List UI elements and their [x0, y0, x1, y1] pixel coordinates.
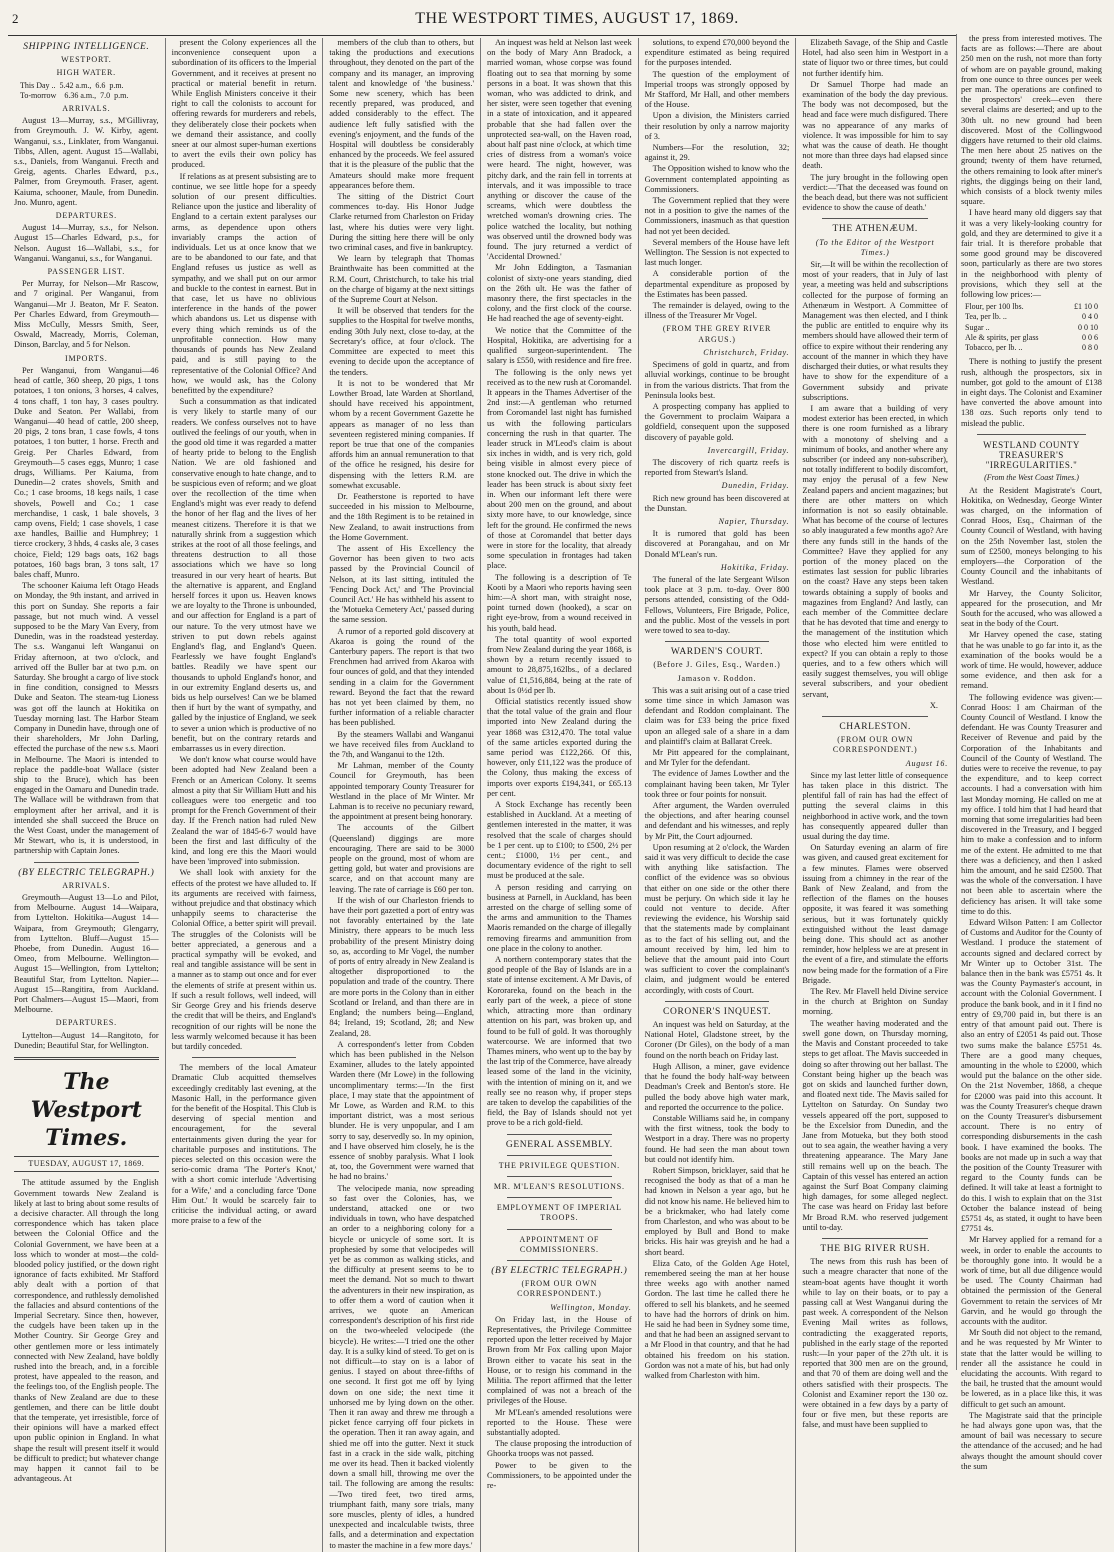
mclean-heading: MR. M'LEAN'S RESOLUTIONS. — [493, 1181, 625, 1191]
news-item: A prospecting company has applied to the Government to proclaim Waipara a goldfield, consequent upon the supposed discovery of payable gold. — [644, 401, 790, 442]
price-item: Tea, per lb. .. — [965, 312, 1007, 322]
divider — [14, 1057, 159, 1060]
news-item: Dr. Featherstone is reported to have succeeded in his mission to Melbourne, and the 18th Regiment is to be retained in New Zealand, to await instructions from the Home Government. — [329, 491, 474, 542]
letter-signature: X. — [929, 700, 938, 710]
news-item: After argument, the Warden overruled the objections, and after hearing counsel and defendant and his witnesses, and reply by Mr Pitt, the Court adjourned. — [644, 801, 790, 841]
news-item: The remainder is delayed, owing to the illness of the Treasurer Mr Vogel. — [644, 301, 790, 321]
charleston-sub: (FROM OUR OWN CORRESPONDENT.) — [832, 735, 918, 755]
news-item: The funeral of the late Sergeant Wilson took place at 3 p.m. to-day. Over 800 persons attended, consisting of the Odd-Fellows, Volunteers, Fire Brigade, Police, and the public. Most of the vessels in port were towed to sea to-day. — [644, 574, 790, 635]
tide-today: This Day .. 5.42 a.m., 6.6 p.m. — [20, 80, 124, 90]
westport-heading: WESTPORT. — [61, 55, 112, 65]
news-item: It will be observed that tenders for the supplies to the Hospital for twelve months, ending 30th July next, close to-day, at the Secretary's office, at four o'clock. The Committee are expected to meet this evening to decide upon the acceptance of the tenders. — [329, 306, 474, 377]
dateline: Napier, Thursday. — [718, 516, 790, 526]
tel-departures-heading: DEPARTURES. — [55, 1018, 117, 1028]
charleston-heading: CHARLESTON. — [839, 722, 911, 732]
news-item: The assent of His Excellency the Governor has been given to two acts passed by the Provincial Council of Nelson, at its last sitting, intituled the 'Fencing Dock Act,' and 'The Provincial Council Act.' He has withheld his assent to the 'Motueka Cemetery Act,' passed during the same session. — [329, 543, 474, 625]
price-value: 0 8 0 — [1082, 343, 1098, 353]
news-item: If the wish of our Charleston friends to have their port gazetted a port of entry was not favorably entertained by the late Ministry, there appears to be much less probability of the present Ministry doing so, as, according to Mr Vogel, the number of ports of entry already in New Zealand is altogether disproportioned to the population and trade of the country. There are more ports in the Colony than in either Scotland or Ireland, and than there are in England; the numbers being—England, 84; Ireland, 19; Scotland, 28; and New Zealand, 28. — [329, 895, 474, 1038]
news-item: It is rumored that gold has been discovered at Porangahau, and on Mr Donald M'Lean's run. — [644, 529, 790, 559]
news-item: The evidence of James Lowther and the complainant having been taken, Mr Tyler took three or four points for nonsuit. — [644, 769, 790, 799]
news-item: At the Resident Magistrate's Court, Hokitika, on Wednesday, George Winter was charged, on the information of Conrad Hoos, Esq., Chairman of the County Council of Westland, with having on the 25th November last, stolen the sum of £2500, moneys belonging to his employers—the Corporation of the County Council and the inhabitants of Westland. — [961, 485, 1102, 587]
price-item: Sugar .. — [965, 322, 990, 332]
divider — [822, 218, 928, 219]
passenger-heading: PASSENGER LIST. — [47, 267, 125, 277]
imports-heading: IMPORTS. — [65, 353, 108, 363]
news-item: An inquest was held on Saturday, at the National Hotel, Gladstone street, by the Coroner (Dr Giles), on the body of a man found on the north beach on Friday last. — [644, 1020, 790, 1060]
arrivals-text: August 13—Murray, s.s., M'Gillivray, from Greymouth. J. W. Kirby, agent. Wanganui, s.s., Linklater, from Wanganui. Tibbs, Allen, agent. August 15—Wallabi, s.s., Daniels, from Wanganui. Frecth and Greig, agents. Charles Edward, p.s., Palmer, from Greymouth. Fraser, agent. Kaiuma, schooner, Maule, from Dunedin. Jno. Munro, agent. — [14, 116, 159, 207]
wardens-court-heading: WARDEN'S COURT. — [670, 647, 764, 658]
dateline: August 16. — [905, 758, 948, 768]
news-item: Specimens of gold in quartz, and from alluvial workings, continue to be brought in from the various districts. That from the Peninsula looks best. — [644, 360, 790, 400]
news-item: A considerable portion of the departmental expenditure as proposed by the Estimates has been passed. — [644, 269, 790, 299]
news-item: We notice that the Committee of the Hospital, Hokitika, are advertising for a qualified surgeon-superintendent. The salary is £550, with residence and fire free. — [487, 325, 632, 366]
news-item: The jury brought in the following open verdict:—'That the deceased was found on the beach dead, but there was not sufficient evidence to show the cause of death.' — [802, 172, 948, 213]
divider — [507, 1260, 612, 1261]
news-item: members of the club than to others, but taking the productions and executions throughout, they denoted on the part of the company and its manager, an improving talent and knowledge of 'the business.' Some new scenery, which has been recently prepared, was produced, and added considerably to the effect. The audience left fully satisfied with the evening's enjoyment, and the funds of the Hospital will doubtless be considerably enhanced by the proceeds. We feel assured that it is the pleasure of the public that the Amateurs should make more frequent appearances before them. — [329, 38, 474, 190]
telegraph-heading: (BY ELECTRIC TELEGRAPH.) — [18, 867, 155, 878]
price-item: Ale & spirits, per glass — [965, 332, 1039, 342]
column-1 — [8, 38, 166, 1552]
news-item: Edward Wilson Patten: I am Collector of Customs and Auditor for the County of Westland. I produce the statement of accounts signed and declared correct by Mr Winter up to October 31st. The balance then in the bank was £5751 4s. It was the County Paymaster's account, in account with the Colonial Government. I produce the bank book, and in it I find no entry of £9,700 paid in, but there is an entry of that amount paid out. There is also an entry of £2051 4s paid out. Those two sums make the balance £5751 4s. There are a good many cheques, amounting in the whole to £2000, which would put the balance on the other side. On the 21st November, 1868, a cheque for £2000 was paid into this account. It was the County Treasurer's cheque drawn on the County Treasurer's disbursement account. There is no entry of corresponding disbursements in the cash book. I have examined the books. The books are not made up in such a way that the position of the County Treasurer with regard to the County funds can be defined. It will take at least a fortnight to do this. I wish to explain that on the 31st October the balance instead of being £5751 4s, as stated, it ought to have been £7751 4s. — [961, 918, 1102, 1234]
arrivals-heading: ARRIVALS. — [62, 104, 111, 114]
divider — [192, 1057, 297, 1058]
price-row — [961, 312, 1102, 322]
news-item: Eliza Cato, of the Golden Age Hotel, remembered seeing the man at her house three weeks ago with another named Gordon. The last time he called there he offered to sell his blankets, and he seemed to have had the horrors of drink on him. He said he had been in Sydney some time, and that he had been an assigned servant to a Mr Flood in that country, and that he had obtained his freedom on his station. Gordon was not a mate of his, but had only walked from Charleston with him. — [644, 1258, 790, 1380]
grey-river-heading: (FROM THE GREY RIVER ARGUS.) — [662, 324, 772, 344]
athenaeum-heading: THE ATHENÆUM. — [832, 224, 918, 235]
column-6 — [796, 38, 954, 1552]
imports-text: Per Wanganui, from Wanganui—46 head of cattle, 360 sheep, 20 pigs, 1 tons potatoes, 1 ton onions, 3 horses, 4 calves, 4 tons chaff, 1 ton hay, 3 cases poultry. Duke and Seaton. Per Wallabi, from Wanganui—40 head of cattle, 200 sheep, 20 pigs, 2 tons bran, 1 case fowls, 4 tons potatoes, 1 ton butter, 1 horse. Frecth and Greig. Per Charles Edward, from Greymouth—5 cases eggs, Munro; 1 case drugs, Williams. Per Kaiuma, from Dunedin—2 crates shovels, Smith and Co.; 1 case brooms, 18 kegs nails, 1 case shovels, Powell and Co.; 1 case merchandise, 1 cask, 1 bale shovels, 3 camp ovens, Field; 1 case shovels, 1 case axe handles, Baillie and Humphrey; 1 tierce crockery, 3 hhds, 4 casks ale, 3 cases choice, Field; 129 bags oats, 162 bags potatoes, 160 bags bran, 3 tons salt, 17 bales chaff, Munro. — [14, 365, 159, 579]
news-item: A northern contemporary states that the good people of the Bay of Islands are in a state of intense excitement. A Mr Davis, of Kororareka, found on the beach in the early part of the week, a piece of stone which, attracting more than ordinary attention on his part, was broken up, and found to be full of gold. It was thoroughly watercourse. We are informed that two Thames miners, who went up to the bay by the last trip of the Commerce, have already leased some of the land in the vicinity, with the intention of mining on it, and we really see no reason why, if proper steps are taken to develop the capabilities of the field, the Bay of Islands should not yet prove to be a rich gold-field. — [487, 955, 632, 1128]
divider — [665, 1001, 770, 1002]
news-item: Dr Samuel Thorpe had made an examination of the body the day previous. The body was not decomposed, but the head and face were much disfigured. There was no appearance of any marks of violence. It was impossible for him to say what was the cause of death. He thought not more than three days had elapsed since death. — [802, 79, 948, 171]
dateline: Wellington, Monday. — [550, 1302, 632, 1312]
news-item: Mr M'Lean's amended resolutions were reported to the House. These were substantially adopted. — [487, 1407, 632, 1437]
price-row — [961, 333, 1102, 343]
price-item: Flour, per 100 lbs. — [965, 302, 1024, 312]
news-item: It is not to be wondered that Mr Lowther Broad, late Warden at Shortland, should have received his appointment, whom by a recent Government Gazette he appears as manager of no less than seventeen registered mining companies. If report be true that one of the companies affords him an annual remuneration to that of the office he resigned, his desire for dispensing with the letters R.M. are somewhat excusable. — [329, 378, 474, 490]
page-number: 2 — [12, 11, 19, 26]
news-item: I have heard many old diggers say that it was a very likely-looking country for gold, and they are determined to give it a fair trial. It is therefore probable that some good ground may be discovered soon, particularly as there are two stores in the neighborhood with plenty of provisions, which they sell at the following low prices:— — [961, 208, 1102, 300]
news-item: The accounts of the Gilbert (Queensland) diggings are more encouraging. There are said to be 3000 people on the ground, most of whom are getting gold, but water and provisions are scarce, and on that account many are leaving. The rate of carriage is £60 per ton. — [329, 823, 474, 894]
tel-arrivals-text: Greymouth—August 13—Lo and Pilot, from Melbourne. August 14—Waipara, from Lyttelton. Hokitika—August 14—Waipara, from Greymouth; Glengarry, from Lyttelton. Bluff—August 15—Phoebe, from Dunedin. August 16—Omeo, from Melbourne. Wellington—August 15—Wellington, from Lyttelton; Beautiful Star, from Lyttelton. Napier—August 15—Rangitira, from Auckland. Port Chalmers—August 15—Maori, from Melbourne. — [14, 893, 159, 1015]
news-item: The Rev. Mr Flavell held Divine service in the church at Brighton on Sunday morning. — [802, 987, 948, 1017]
news-item: Mr Lahman, member of the County Council for Greymouth, has been appointed temporary County Treasurer for Westland in the place of Mr Winter. Mr Lahman is to receive no pecuniary reward, the appointment at present being honorary. — [329, 761, 474, 822]
news-item: Mr Harvey, the County Solicitor, appeared for the prosecution, and Mr South for the accused, who was allowed a seat in the body of the Court. — [961, 588, 1102, 629]
news-item: Mr John Eddington, a Tasmanian colonist of sixty-one years standing, died on the 26th ult. He was the father of masonry there, the first spectacles in the colony, and the first clock of the course. He had reached the age of seventy-eight. — [487, 263, 632, 324]
letter-paragraph: I am aware that a building of very modest exterior has been erected, in which there is one room furnished as a library with a monotony of shelving and a minimum of books, and another where any subscriber (or indeed any non-subscriber), not totally indifferent to bodily discomfort, may enjoy the perusal of a few New Zealand papers and ancient magazines; but there are other matters on which information is not so easily obtainable. What has become of the course of lectures so ably inaugurated a few months ago? Are there any funds still in the hands of the Committee? Have they applied for any portion of the money placed on the estimates last session for public libraries on the coast? Have any steps been taken towards obtaining a supply of books and magazines from England? And lastly, can each member of the Committee declare that he has devoted that time and energy to the management of the institution which those who elected him were entitled to expect? If you can obtain a reply to those queries, and to a few others which will easily suggest themselves, you will oblige several subscribers, and your obedient servant, — [802, 403, 948, 699]
news-item: The sitting of the District Court commences to-day. His Honor Judge Clarke returned from Charleston on Friday last, where his duties were very light. During the sitting here there will be only two criminal cases, and five in bankruptcy. — [329, 192, 474, 253]
news-item: There is nothing to justify the present rush, although the prospectors, six in number, got gold to the amount of £138 in eight days. The Colonist and Examiner have converted the above amount into 138 ozs. Such reports only tend to mislead the public. — [961, 357, 1102, 428]
westland-heading: WESTLAND COUNTY TREASURER'S "IRREGULARITIES." — [983, 439, 1080, 471]
price-item: Tobacco, per lb. .. — [965, 343, 1023, 353]
price-value: £1 10 0 — [1074, 302, 1098, 312]
column-4 — [481, 38, 639, 1552]
divider — [665, 641, 770, 642]
news-item: The following is a description of Te Kooti by a Maori who reports having seen him:—A short man, with straight nose, point turned down (hooked), a scar on right eye-brow, from a wound received in his youth, bald head. — [487, 572, 632, 633]
news-item: Upon resuming at 2 o'clock, the Warden said it was very difficult to decide the case with anything like satisfaction. The conflict of the evidence was so obvious that either on one side or the other there must be perjury. On which side it lay he could not venture to decide. After reviewing the evidence, his Worship said that the statements made by complainant as to the fact of his selling out, and the amount received by him, led him to believe that the amount paid into Court was sufficient to cover the complainant's claim, and judgment would be entered accordingly, with costs of Court. — [644, 842, 790, 995]
price-value: 0 4 0 — [1082, 312, 1098, 322]
case-title: Jamason v. Roddon. — [677, 673, 757, 683]
news-item: Power to be given to the Commissioners, to be appointed under the re- — [487, 1460, 632, 1491]
leader-article: The attitude assumed by the English Government towards New Zealand is likely at last to bring about some results of a decisive character. All through the long correspondence which has taken place between the Colonial Office and the Colonial Government, we have been at a loss which to wonder at most—the cold-blooded policy justified, or the down right ignorance of facts exhibited. Mr Stafford ably dealt with a portion of that correspondence, and ruthlessly demolished the fallacies and absurd contentions of the Imperial Secretary. Since then, however, the cudgels have been taken up in the Mother Country. Sir George Grey and other gentlemen more or less intimately connected with New Zealand, have boldly rushed into the breach, and, in a forcible protest, have appealed to the reason, and the feelings too, of the English people. The thanks of New Zealand are due to these gentlemen, and there can be little doubt that the temperate, yet irresistible, force of their opinions will have a marked effect upon public opinion in England. In what shape the result will present itself it would be difficult to predict; but whatever change may happen it cannot fail to be advantageous. At — [14, 1178, 159, 1484]
price-row — [961, 302, 1102, 312]
news-item: The Opposition wished to know who the Government contemplated appointing as Commissioners. — [644, 164, 790, 194]
news-item: We learn by telegraph that Thomas Brainthwaite has been committed at the R.M. Court, Christchurch, to take his trial on the charge of bigamy at the next sittings of the Supreme Court at Nelson. — [329, 254, 474, 305]
shipping-news: The schooner Kaiuma left Otago Heads on Monday, the 9th instant, and arrived in this port on Sunday. She reports a fair passage, but not much wind. A vessel supposed to be the Mary Van Every, from Dunedin, was in the roadstead yesterday. The s.s. Wanganui left Wanganui on Friday afternoon, at two o'clock, and arrived off the Buller bar at two p.m. on Saturday. She brought a cargo of live stock in fine condition, consigned to Messrs Duke and Seaton. The steam-tug Lioness was got off the launch at Hokitika on Tuesday morning last. The Harbor Steam Company in Dunedin have, through one of their shareholders, Mr John Darling, effected the purchase of the new s.s. Maori in Melbourne. The Maori is intended to replace the paddle-boat Wallace (sister ship to the Bruce), which has been engaged in the Oamaru and Dunedin trade. The Wallace will be withdrawn from that employment after her arrival, and it is intended she shall succeed the Bruce on the West Coast, under the management of Mr Stewart, who is, it is understood, in partnership with Captain Jones. — [14, 581, 159, 856]
dateline: Christchurch, Friday. — [703, 347, 790, 357]
big-river-rush-heading: THE BIG RIVER RUSH. — [820, 1243, 930, 1254]
news-item: The Magistrate said that the principle he had always gone upon was, that the amount of bail was necessary to secure the attendance of the accused; and he had always thought the amount should cover the sum — [961, 1410, 1102, 1471]
news-item: This was a suit arising out of a case tried some time since in which Jamason was defendant and Roddon complainant. The claim was for £33 being the price fixed upon an alleged sale of a share in a dam and plaintiff's claim at Ballarat Creek. — [644, 685, 790, 746]
news-item: A correspondent's letter from Cobden which has been published in the Nelson Examiner, alludes to the lately appointed Warden there (Mr Lowe) in the following uncomplimentary terms:—'In the first place, I may state that the appointment of Mr Lowe, as Warden and R.M. to this important district, was a most serious blunder. He is very unpopular, and I am sorry to say, deservedly so. In my opinion, and I have observed him closely, he is the essence of snobby paralysis. What I look at, too, the Government were warned that he had no brains.' — [329, 1039, 474, 1182]
article-paragraph: If relations as at present subsisting are to continue, we see little hope for a speedy solution of our present difficulties. Reliance upon the justice and liberality of England to a certain extent paralyses our arms, as dependence upon others invariably cramps the action of individuals. Let us at once know that we are to be abandoned to our fate, and that England refuses us justice as well as sympathy, and we shall put on our armor and buckle to the contest in earnest. But in that case, let us have no oblivious interference in the hands of the power which abandons us. Let us dispense with every thing which reminds us of the unprofitable connection. How many thousands of pounds has New Zealand paid, and is still paying to the representative of the Colonial Office? And how, we would ask, has the Colony benefitted by the expenditure? — [171, 171, 317, 395]
news-item: An inquest was held at Nelson last week on the body of Mary Ann Bradock, a married woman, whose corpse was found floating out to sea that morning by some persons in a boat. It was shown that this woman, who was addicted to drink, and her sister, were seen together that evening in a state of intoxication, and it appeared probable that she had fallen over the unprotected sea-wall, on the Haven road, about half past nine o'clock, at which time cries of distress from a woman's voice were heard. The night, however, was pitchy dark, and the rain fell in torrents at intervals, and it was impossible to trace anything or discover the cause of the screams, which were doubtless the wretched woman's drowning cries. The police watched the locality, but nothing was observed until the drowned body was found. The jury returned a verdict of 'Accidental Drowned.' — [487, 38, 632, 262]
letter-paragraph: Sir,—It will be within the recollection of most of your readers, that in July of last year, a meeting was held and subscriptions collected for the purpose of forming an Athenæum in Westport. A Committee of Management was then elected, and I think the public are entitled to enquire why its members should have allowed their term of office to expire without their rendering any account of the manner in which they have discharged their duties, or what results they have to show for the expenditure of a Government subsidy and private subscriptions. — [802, 260, 949, 402]
appointment-heading: APPOINTMENT OF COMMISSIONERS. — [519, 1234, 600, 1254]
high-water-heading: HIGH WATER. — [56, 68, 116, 78]
employment-heading: EMPLOYMENT OF IMPERIAL TROOPS. — [496, 1203, 622, 1223]
news-item: The question of the employment of Imperial troops was strongly opposed by Mr Stafford, Mr Hall, and other members of the House. — [644, 69, 790, 110]
news-item: The Government replied that they were not in a position to give the names of the Commissioners, inasmuch as that question had not yet been decided. — [644, 196, 790, 236]
tel-arrivals-heading: ARRIVALS. — [62, 880, 111, 890]
news-item: The discovery of rich quartz reefs is reported from Stewart's Island. — [644, 457, 790, 478]
tide-table — [14, 81, 159, 101]
news-item: Upon a division, the Ministers carried their resolution by only a narrow majority of 3. — [644, 111, 790, 141]
divider — [977, 434, 1086, 435]
news-item: A rumor of a reported gold discovery at Akaroa is going the round of the Canterbury papers. The report is that two Frenchmen had arrived from Akaroa with four ounces of gold, and that they intended sending in a claim for the Government reward. Beyond the fact that the reward has not yet been claimed by them, no further information of a reliable character has been published. — [329, 626, 474, 728]
news-item: Mr Pitt appeared for the complainant, and Mr Tyler for the defendant. — [644, 748, 790, 768]
news-item: A person residing and carrying on business at Parnell, in Auckland, has been arrested on the charge of selling some of the arms and ammunition to the Thames Maoris remanded on the charge of illegally removing firearms and ammunition from one place in the colony to another. — [487, 882, 632, 953]
article-paragraph: We shall look with anxiety for the effects of the protest we have alluded to. If its arguments are received with fairness, without prejudice and that obstinacy which unhappily seems to characterise the Colonial Office, a better spirit will prevail. The struggles of the Colonists will be better appreciated, a generous and a practical sympathy will be evoked, and real and tangible assistance will be sent in a manner as to stamp out once and for ever the elements of strife at present within us. If such a result follows, well indeed, will Sir George Grey and his friends deserve the credit that will be theirs, and England's recognition of our rights will be none the less warmly welcomed because it has been but tardily conceded. — [171, 868, 317, 1051]
telegraph-heading: (BY ELECTRIC TELEGRAPH.) — [491, 1265, 628, 1276]
privilege-heading: THE PRIVILEGE QUESTION. — [498, 1160, 620, 1170]
dateline: Invercargill, Friday. — [707, 445, 790, 455]
price-table — [961, 302, 1102, 353]
news-item: On Saturday evening an alarm of fire was given, and caused great excitement for a few minutes. Flames were observed issuing from a chimney in the rear of the Bank of New Zealand, and from the reflection of the flames on the houses opposite, it was feared it was something serious, but it was fortunately quickly extinguished without the least damage being done. This should act as another reminder, how helpless we are at present in the event of a fire, and stimulate the efforts now being made for the formation of a Fire Brigade. — [802, 843, 948, 985]
divider — [507, 1134, 612, 1135]
news-item: The following is the only news yet received as to the new rush at Coromandel. It appears in the Thames Advertiser of the 2nd inst:—A gentleman who returned from Coromandel last night has furnished us with the following particulars concerning the rush in that quarter. The leader struck in M'Leod's claim is about six inches in width, and is very rich, gold being visible in almost every piece of stone knocked out. The drive in which the leader has been struck is about sixty feet in. When our informant left there were about 200 men on the ground, and about sixty more have, to our knowledge, since left for the ground. He confirmed the news of those at Coromandel that better days were in store for the locality, that already some speculation in frontages had taken place. — [487, 367, 632, 571]
news-item: Elizabeth Savage, of the Ship and Castle Hotel, had also seen him in Westport in a state of liquor two or three times, but could not further identify him. — [802, 38, 948, 78]
divider — [507, 1229, 612, 1230]
paper-title: The Westport Times. — [30, 1069, 142, 1152]
price-row — [961, 323, 1102, 333]
westland-sub: (From the West Coast Times.) — [984, 473, 1079, 483]
dateline: Dunedin, Friday. — [721, 481, 790, 491]
news-item: On Friday last, in the House of Representatives, the Privilege Committee reported upon the letter received by Major Brown from Mr Fox calling upon Major Brown either to vacate his seat in the House, or to resign his command in the Militia. The report affirmed that the letter complained of was not a breach of the privileges of the House. — [487, 1314, 632, 1406]
news-item: The weather having moderated and the swell gone down, on Thursday morning, the Mavis and Constant proceeded to take steps to get afloat. The Mavis succeeded in doing so after throwing out her ballast. The Constant being higher up the beach was got on skids and launched further down, and floated next tide. The Mavis sailed for Lyttelton on Saturday. On Sunday two vessels appeared off the port, supposed to be the Excelsior from Dunedin, and the Jane from Motueka, but they both stood out to sea again, the weather having a very threatening appearance. The Mary Jane still remains well up on the beach. The Captain of this vessel has entered an action against the Surf Boat Company claiming high damages, for some alleged neglect. The case was heard on Friday last before Mr Broad R.M. who reserved judgement until to-day. — [802, 1018, 948, 1232]
news-item: A Stock Exchange has recently been established in Auckland. At a meeting of gentlemen interested in the matter, it was resolved that the scale of charges should be 1 per cent. up to £100; to £500, 2½ per cent.; £1000, 1½ per cent., and documentary evidence of the right to sell must be produced at the sale. — [487, 800, 632, 881]
news-item: the press from interested motives. The facts are as follows:—There are about 250 men on the rush, not more than forty of whom are on payable ground, making from one ounce to three ounces per week per man. The operations are confined to the prospectors' creek—even there several claims are deserted; and up to the 30th ult. no new ground had been discovered. Most of the Collingwood diggers have returned to their old claims. The men here about 25 natives on the ground; twenty of them have returned, the others remaining to look after miner's rights, the diggings being on their land, which consists of a block twenty miles square. — [961, 34, 1102, 207]
issue-dateline: TUESDAY, AUGUST 17, 1869. — [14, 1156, 159, 1172]
column-3 — [323, 38, 481, 1552]
news-item: solutions, to expend £70,000 beyond the expenditure estimated as being required for the purposes intended. — [644, 38, 790, 68]
news-item: The news from this rush has been of such a meagre character that none of the steam-boat agents have thought it worth while to lay on their boats, or to pay a passing call at West Wanganui during the past week. A correspondent of the Nelson Evening Mail writes as follows, contradicting the exaggerated reports, published in the early stage of the reported rush:—In your paper of the 27th ult. it is reported that 300 men are on the ground, and that 70 of them are doing well and the others satisfied with their prospects. The Colonist and Examiner report the 130 oz. were obtained in a few days by a party of four or five men, but these reports are false, and must have been supplied to — [802, 1257, 948, 1430]
article-paragraph: Such a consummation as that indicated is very likely to startle many of our readers. We confess ourselves not to have outlived the feelings of our youth, when in the good old time it was regarded a matter of hearty pride to belong to the English Nation. We are old fashioned and conservative enough to hate change, and to be suspicious even of reform; and we gloat over the recollection of the time when England's might was ever ready to defend the honor of her flag and the lives of her meanest citizens. Therefore it is that we naturally shrink from a suggestion which strikes at the root of all those feelings, and threatens destruction to all those associations which we have so long treasured in our very heart of hearts. But the alternative is apparent, and England herself forces it upon us. Heaven knows we are loyalty to the Throne is unbounded, and our affection for England is a part of our nature. To the very utmost have we striven to put down rebels against England's flag, and England's Queen. Fearlessly we have fought England's battles. Readily we have spent our thousands to uphold England's honor, and in our extremity England deserts us, and bids us help ourselves! Can we be blamed then if hurt by the want of sympathy, and galled by the injustice of England, we seek to sever a union which is productive of no benefit, but on the contrary retards and embarrasses us in every direction. — [171, 397, 317, 754]
passenger-text: Per Murray, for Nelson—Mr Rascow, and 7 original. Per Wanganui, from Wanganui—Mr J. Beaton, Mr F. Seaton. Per Charles Edward, from Greymouth—Miss McCully, Messrs Smith, Seer, Oswald, Macready, Morris, Coleman, Dinson, Barclay, and 5 for Nelson. — [14, 279, 159, 350]
divider — [507, 1155, 612, 1156]
shipping-heading: SHIPPING INTELLIGENCE. — [23, 42, 150, 52]
departures-text: August 14—Murray, s.s., for Nelson. August 15—Charles Edward, p.s., for Nelson. August 16—Wallabi, s.s., for Wanganui. Wanganui, s.s., for Wanganui. — [14, 223, 159, 263]
column-7 — [956, 34, 1106, 1471]
news-item: Numbers—For the resolution, 32; against it, 29. — [644, 143, 790, 163]
news-item: Several members of the House have left Wellington. The Session is not expected to last much longer. — [644, 237, 790, 268]
news-item: Official statistics recently issued show that the total value of the grain and flour imported into New Zealand during the year 1868 was £312,470. The total value of the same articles exported during the same period was £122,266. Of this, however, only £11,122 was the produce of the Colony, thus making the excess of imports over exports £194,341, or £65.13 per cent. — [487, 697, 632, 798]
news-item: Constable Williams said he, in company with the first witness, took the body to Westport in a dray. There was no property found. He had seen the man about town but could not identify him. — [644, 1113, 790, 1164]
news-item: The following evidence was given:—Conrad Hoos: I am Chairman of the County Council of Westland. I know the defendant. He was County Treasurer and Receiver of Revenue and paid by the Corporation of the Inhabitants and Council of the County of Westland. The duties were to receive the revenue, to pay the expenditure, and to keep correct accounts. I had a conversation with him last Monday morning. He called on me at my office. I told him that I had heard that morning that some irregularities had been discovered in the Treasury, and I begged him to make a confession and to inform me of the extent. He admitted to me that there was a deficiency, and then I asked him the amount, and he said £2500. That was the whole of the conversation. I have not been able to ascertain where the deficiency has arisen. It will take some time to do this. — [961, 692, 1102, 916]
departures-heading: DEPARTURES. — [55, 211, 117, 221]
news-item: Rich new ground has been discovered at the Dunstan. — [644, 493, 790, 513]
divider — [507, 1197, 612, 1198]
dateline: Hokitika, Friday. — [720, 562, 790, 572]
news-item: Mr Harvey opened the case, stating that he was unable to go far into it, as the examination of the books would be a work of time. He would, however, adduce some evidence, and then ask for a remand. — [961, 630, 1102, 691]
wardens-court-sub: (Before J. Giles, Esq., Warden.) — [653, 660, 781, 670]
columns — [8, 38, 954, 1550]
divider — [34, 862, 139, 863]
news-item: The velocipede mania, now spreading so fast over the Colonies, has, we understand, attacked one or two individuals in town, who have despatched an order to a neighboring colony for a bicycle or unicycle of some sort. It is prophesied by some that velocipedes will yet be as common as walking sticks, and the difficulty at present seems to be to meet the demand. Not so much to thwart the adventurers in their new inspiration, as to offer them a word of caution when it arrives, we quote an American correspondent's description of his first ride on the two-wheeled velocipede (the bicycle). He writes:—'I tried one the other day. It is a sulky kind of steed. To get on is not difficult—to stay on is a labor of genius. I stayed on about three-fifths of one second. It first got me off by lying down on one side; the next time it unhorsed me by lying down on the other. Then it ran away and threw me through a picket fence carrying off four pickets in the operation. Then it ran away again, and shied me off into the gutter. Next it stuck fast in a crack in the side walk, pitching me over its head. Then it backed violently down a small hill, throwing me over the tail. The following are among the results:—Two tired feet, two tired arms, triumphant faith, many sore trials, many sore muscles, plenty of idles, a hundred unexpected and incalculable twists, three falls, and a determination and expectation to master the machine in a few more days.' — [329, 1183, 474, 1550]
news-item: The clause proposing the introduction of Ghoorka troops was not passed. — [487, 1439, 632, 1459]
news-item: The total quantity of wool exported from New Zealand during the year 1868, is shown by a return recently issued to amount to 28,875,162lbs., of a declared value of £1,516,884, being at the rate of about 1s 0½d per lb. — [487, 634, 632, 695]
column-5 — [639, 38, 797, 1552]
news-item: Hugh Allison, a miner, gave evidence that he found the body half-way between Deadman's Creek and Benton's store. He pulled the body above high water mark, and reported the occurrence to the police. — [644, 1061, 790, 1112]
price-value: 0 0 6 — [1082, 332, 1098, 342]
divider — [822, 716, 928, 717]
tel-departures-text: Lyttelton—August 14—Rangitoto, for Dunedin; Beautiful Star, for Wellington. — [14, 1030, 159, 1050]
divider — [822, 1238, 928, 1239]
news-item: By the steamers Wallabi and Wanganui we have received files from Auckland to the 7th, and Wanganui to the 12th. — [329, 729, 474, 760]
news-item: Mr Harvey applied for a remand for a week, in order to enable the accounts to be thoroughly gone into. It would be a work of time, but all due diligence would be used. The County Chairman had obtained the permission of the General Government to retain the services of Mr Garvin, and he would go through the accounts with the auditor. — [961, 1235, 1102, 1326]
general-assembly-heading: GENERAL ASSEMBLY. — [505, 1139, 613, 1150]
news-item: Robert Simpson, bricklayer, said that he recognised the body as that of a man he had known in Nelson a year ago, but he did not know his name. He believed him to be a brickmaker, who had lately come from Charleston, and who was about to be employed by Bull and Bond to make bricks. His hair was greyish and he had a short beard. — [644, 1165, 790, 1257]
price-value: 0 0 10 — [1078, 322, 1098, 332]
article-paragraph: present the Colony experiences all the inconvenience consequent upon a subordination of its officers to the Imperial Government, and it receives at present no practical or material benefit in return. While English Ministers conceive it their right to call the colonists to account for offering rewards for murderers and rebels, they deliberately close their pockets when we demand their assistance, and coolly sneer at our almost super-human exertions to avert the evils their own policy has produced. — [171, 38, 317, 170]
tide-tomorrow: To-morrow 6.36 a.m., 7.0 p.m. — [20, 90, 129, 100]
to-editor: (To the Editor of the Westport Times.) — [815, 237, 935, 257]
column-2 — [166, 38, 324, 1552]
masthead — [8, 6, 1106, 36]
article-paragraph: We don't know what course would have been adopted had New Zealand been a French or an American Colony. It seems almost a pity that Sir William Hutt and his colleagues were too energetic and too prompt for the French Government of their day. If the French nation had ruled New Zealand the war of 1845-6-7 would have been the first and last difficulty of the kind, and long ere this the Maori would have been 'improved' into submission. — [171, 755, 317, 867]
price-row — [961, 343, 1102, 353]
news-item: Mr South did not object to the remand, and he was requested by Mr Winter to state that the latter would be willing to render all the assistance he could in elucidating the accounts. With regard to the bail, he trusted that the amount would be lowered, as in a place like this, it was difficult to get such an amount. — [961, 1328, 1102, 1409]
news-item: Since my last letter little of consequence has taken place in this district. The plentiful fall of rain has had the effect of putting the several claims in this neighborhood in active work, and the town has consequently appeared duller than usual during the day time. — [802, 770, 948, 842]
coroner-heading: CORONER'S INQUEST. — [663, 1006, 771, 1017]
masthead-title: THE WESTPORT TIMES, AUGUST 17, 1869. — [415, 10, 739, 27]
article-paragraph: The members of the local Amateur Dramatic Club acquitted themselves exceedingly creditably last evening, at the Masonic Hall, in the performance given for the benefit of the Hospital. This Club is deserving of special mention and encouragement, for the several entertainments given during the year for charitable purposes and institutions. The pieces selected on this occasion were the serio-comic drama 'The Porter's Knot,' with a short comic interlude 'Advertising for a Wife,' and a concluding farce 'Done Him Out.' It would be scarcely fair to criticise the individual acting, or award more praise to a few of the — [171, 1063, 317, 1226]
own-correspondent: (FROM OUR OWN CORRESPONDENT.) — [517, 1279, 602, 1299]
divider — [507, 1176, 612, 1177]
